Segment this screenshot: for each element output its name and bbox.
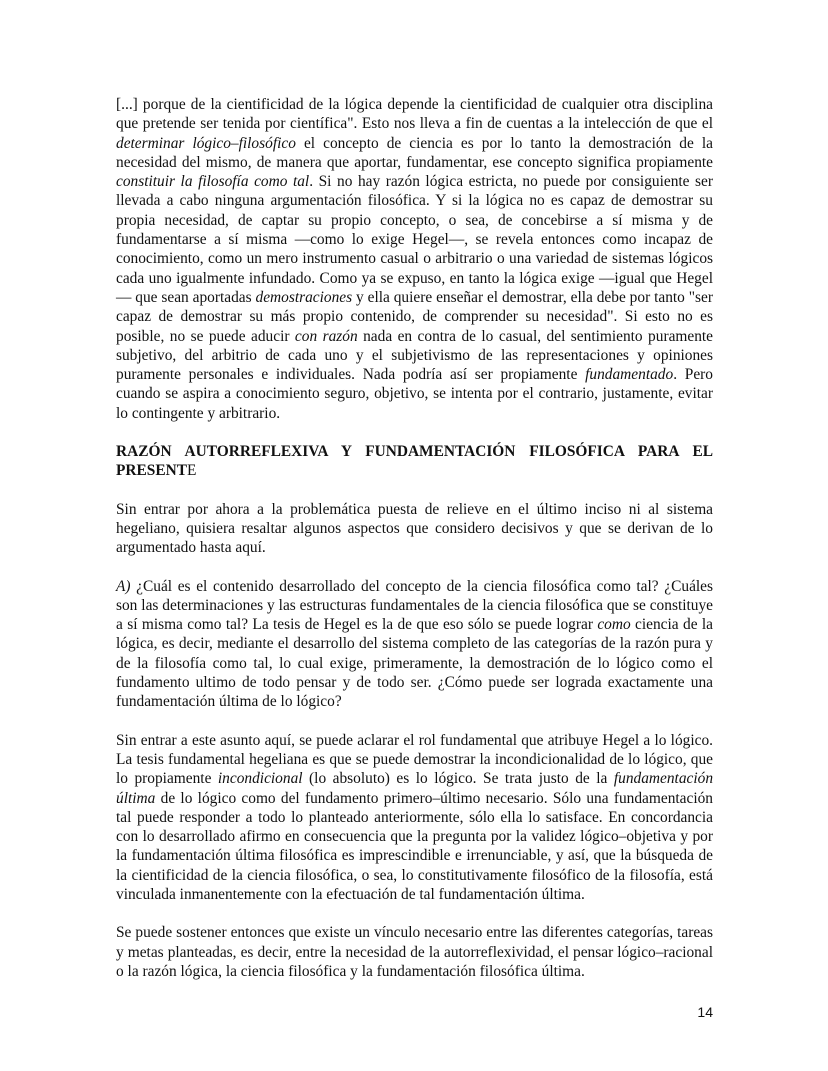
text-run: de lo lógico como del fundamento primero–último necesario. Sólo una fundamentación tal puede responder a todo lo planteado anteriormente, sólo ella lo satisface. En concordancia con lo desarrollado afirmo en consecuencia que la pregunta por la validez lógico–objetiva y por la fundamentación última filosófica es imprescindible e irrenunciable, y así, que la búsqueda de la cientificidad de la ciencia filosófica, o sea, lo constitutivamente filosófico de la filosofía, está vinculada inmanentemente con la efectuación de tal fundamentación última. [116, 789, 713, 903]
emphasis-text: constituir la filosofía como tal [116, 173, 310, 191]
paragraph-4 [116, 731, 713, 905]
emphasis-text: determinar lógico–filosófico [116, 134, 296, 152]
text-run: Se puede sostener entonces que existe un vínculo necesario entre las diferentes categorías, tareas y metas planteadas, es decir, entre la necesidad de la autorreflexividad, el pensar lógico–racional o la razón lógica, la ciencia filosófica y la fundamentación filosófica última. [116, 924, 713, 980]
text-run: nada en contra de lo casual, del sentimiento puramente subjetivo, del arbitrio de cada uno y el subjetivismo de las representaciones y opiniones puramente personales e individuales. Nada podría así ser propiamente [116, 327, 714, 384]
page-number: 14 [697, 1004, 713, 1020]
text-run: el concepto de ciencia es por lo tanto la demostración de la necesidad del mismo, de manera que aportar, fundamentar, ese concepto significa propiamente [116, 134, 713, 171]
emphasis-text: incondicional [217, 770, 303, 788]
emphasis-text: fundamentado [585, 366, 674, 384]
text-run: (lo absoluto) es lo lógico. Se trata justo de la [302, 770, 614, 788]
emphasis-text: A) [116, 577, 131, 595]
paragraph-3 [116, 577, 713, 712]
text-run: y ella quiere enseñar el demostrar, ella debe por tanto "ser capaz de demostrar su más propio contenido, de comprender su necesidad". Si esto no es posible, no se puede aducir [116, 288, 713, 345]
paragraph-1 [116, 95, 713, 423]
emphasis-text: fundamentación última [116, 770, 714, 807]
text-run: ciencia de la lógica, es decir, mediante el desarrollo del sistema completo de las categorías de la razón pura y de la filosofía como tal, lo cual exige, primeramente, la demostración de lo lógico como el fundamento ultimo de todo pensar y de todo ser. ¿Cómo puede ser lograda exactamente una fundamentación última de lo lógico? [116, 616, 714, 711]
text-run: [...] porque de la cientificidad de la lógica depende la cientificidad de cualquier otra disciplina que pretende ser tenida por científica". Esto nos lleva a fin de cuentas a la intelección de que el [116, 96, 713, 133]
text-run: . Si no hay razón lógica estricta, no puede por consiguiente ser llevada a cabo ninguna argumentación filosófica. Y si la lógica no es capaz de demostrar su propia necesidad, de captar su propio concepto, o sea, de concebirse a sí misma y de fundamentarse a sí misma —como lo exige Hegel—, se revela entonces como incapaz de conocimiento, como un mero instrumento casual o arbitrario o una variedad de sistemas lógicos cada uno igualmente infundado. Como ya se expuso, en tanto la lógica exige —igual que Hegel— que sean aportadas [116, 173, 714, 306]
emphasis-text: como [597, 616, 631, 634]
text-run: . Pero cuando se aspira a conocimiento seguro, objetivo, se intenta por el contrario, justamente, evitar lo contingente y arbitrario. [116, 366, 713, 422]
section-heading-main: RAZÓN AUTORREFLEXIVA Y FUNDAMENTACIÓN FILOSÓFICA PARA EL PRESENT [116, 443, 713, 480]
paragraph-5 [116, 923, 713, 981]
emphasis-text: con razón [294, 327, 358, 345]
document-body [116, 95, 713, 1000]
section-heading-tail: E [187, 462, 197, 480]
emphasis-text: demostraciones [255, 288, 353, 306]
text-run: Sin entrar a este asunto aquí, se puede aclarar el rol fundamental que atribuye Hegel a lo lógico. La tesis fundamental hegeliana es que se puede demostrar la incondicionalidad de lo lógico, que lo propiamente [116, 731, 713, 788]
paragraph-2 [116, 500, 713, 558]
text-run: Sin entrar por ahora a la problemática puesta de relieve en el último inciso ni al sistema hegeliano, quisiera resaltar algunos aspectos que considero decisivos y que se derivan de lo argumentado hasta aquí. [116, 500, 713, 557]
section-heading [116, 442, 713, 481]
text-run: ¿Cuál es el contenido desarrollado del concepto de la ciencia filosófica como tal? ¿Cuáles son las determinaciones y las estructuras fundamentales de la ciencia filosófica que se constituye a sí misma como tal? La tesis de Hegel es la de que eso sólo se puede lograr [116, 577, 713, 634]
